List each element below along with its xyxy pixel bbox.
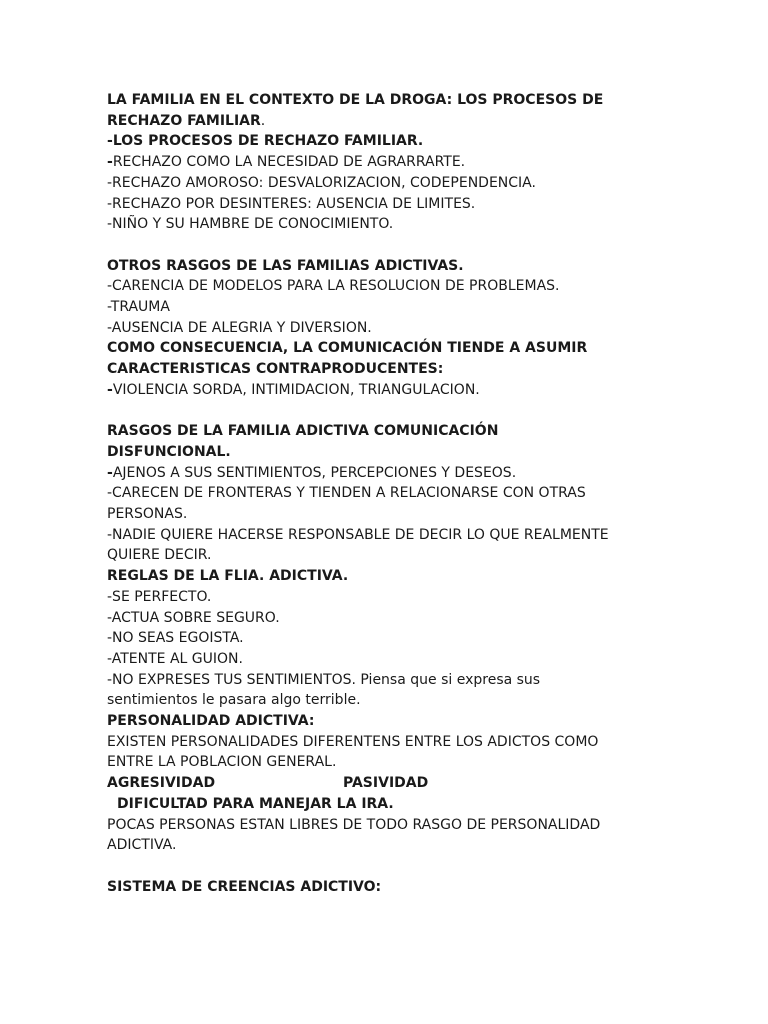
list-item: -NADIE QUIERE HACERSE RESPONSABLE DE DECIR LO QUE REALMENTE bbox=[107, 526, 609, 543]
document-page bbox=[107, 90, 667, 897]
section-otros-rasgos bbox=[107, 256, 667, 401]
list-item: -CARENCIA DE MODELOS PARA LA RESOLUCION DE PROBLEMAS. bbox=[107, 278, 560, 295]
trait-agresividad: AGRESIVIDAD bbox=[107, 775, 216, 792]
list-item-text: RECHAZO COMO LA NECESIDAD DE AGRARRARTE. bbox=[112, 154, 466, 171]
list-item: -CARECEN DE FRONTERAS Y TIENDEN A RELACIONARSE CON OTRAS bbox=[107, 485, 586, 502]
list-item: -ATENTE AL GUION. bbox=[107, 650, 243, 667]
list-item: -RECHAZO COMO LA NECESIDAD DE AGRARRARTE. bbox=[107, 154, 466, 171]
paragraph-continued: ADICTIVA. bbox=[107, 837, 177, 854]
section-rechazo-familiar bbox=[107, 90, 667, 235]
list-item: -NO SEAS EGOISTA. bbox=[107, 630, 244, 647]
traits-row bbox=[107, 773, 667, 794]
trait-pasividad: PASIVIDAD bbox=[343, 775, 429, 792]
list-item: -VIOLENCIA SORDA, INTIMIDACION, TRIANGULACION. bbox=[107, 381, 480, 398]
document-title-period: . bbox=[260, 112, 266, 129]
section-personalidad-adictiva bbox=[107, 711, 667, 856]
heading-comunicacion-disfuncional: RASGOS DE LA FAMILIA ADICTIVA COMUNICACIÓN bbox=[107, 423, 499, 440]
heading-consecuencia: COMO CONSECUENCIA, LA COMUNICACIÓN TIENDE A ASUMIR bbox=[107, 340, 588, 357]
list-item-continued: PERSONAS. bbox=[107, 506, 188, 523]
section-comunicacion-disfuncional bbox=[107, 421, 667, 566]
section-reglas bbox=[107, 566, 667, 711]
blank-line bbox=[107, 235, 667, 256]
list-item: -NO EXPRESES TUS SENTIMIENTOS. Piensa que si expresa sus bbox=[107, 671, 541, 688]
list-item: -TRAUMA bbox=[107, 299, 170, 316]
paragraph-continued: ENTRE LA POBLACION GENERAL. bbox=[107, 754, 337, 771]
list-item-text: VIOLENCIA SORDA, INTIMIDACION, TRIANGULACION. bbox=[112, 381, 480, 398]
document-title-continued bbox=[107, 111, 667, 132]
heading-personalidad-adictiva: PERSONALIDAD ADICTIVA: bbox=[107, 713, 315, 730]
section-sistema-creencias bbox=[107, 877, 667, 898]
list-item: -AUSENCIA DE ALEGRIA Y DIVERSION. bbox=[107, 319, 372, 336]
blank-line bbox=[107, 856, 667, 877]
heading-rechazo-familiar: -LOS PROCESOS DE RECHAZO FAMILIAR. bbox=[107, 133, 424, 150]
list-item-continued: QUIERE DECIR. bbox=[107, 547, 212, 564]
heading-consecuencia-continued: CARACTERISTICAS CONTRAPRODUCENTES: bbox=[107, 361, 444, 378]
paragraph: EXISTEN PERSONALIDADES DIFERENTENS ENTRE LOS ADICTOS COMO bbox=[107, 733, 599, 750]
list-item: -AJENOS A SUS SENTIMIENTOS, PERCEPCIONES Y DESEOS. bbox=[107, 464, 517, 481]
blank-line bbox=[107, 401, 667, 422]
trait-dificultad-ira: DIFICULTAD PARA MANEJAR LA IRA. bbox=[117, 795, 394, 812]
heading-comunicacion-disfuncional-continued: DISFUNCIONAL. bbox=[107, 443, 231, 460]
heading-reglas: REGLAS DE LA FLIA. ADICTIVA. bbox=[107, 568, 349, 585]
list-item: -SE PERFECTO. bbox=[107, 588, 212, 605]
list-item: -NIÑO Y SU HAMBRE DE CONOCIMIENTO. bbox=[107, 216, 394, 233]
heading-rechazo-familiar-text: LOS PROCESOS DE RECHAZO FAMILIAR. bbox=[112, 133, 424, 150]
list-item: -ACTUA SOBRE SEGURO. bbox=[107, 609, 280, 626]
heading-otros-rasgos: OTROS RASGOS DE LAS FAMILIAS ADICTIVAS. bbox=[107, 257, 464, 274]
list-item: -RECHAZO AMOROSO: DESVALORIZACION, CODEPENDENCIA. bbox=[107, 174, 536, 191]
document-title-line2: RECHAZO FAMILIAR bbox=[107, 112, 261, 129]
list-item-continued: sentimientos le pasara algo terrible. bbox=[107, 692, 361, 709]
list-item: -RECHAZO POR DESINTERES: AUSENCIA DE LIMITES. bbox=[107, 195, 476, 212]
paragraph: POCAS PERSONAS ESTAN LIBRES DE TODO RASGO DE PERSONALIDAD bbox=[107, 816, 601, 833]
heading-sistema-creencias: SISTEMA DE CREENCIAS ADICTIVO: bbox=[107, 878, 382, 895]
list-item-text: AJENOS A SUS SENTIMIENTOS, PERCEPCIONES Y DESEOS. bbox=[112, 464, 517, 481]
document-title: LA FAMILIA EN EL CONTEXTO DE LA DROGA: LOS PROCESOS DE bbox=[107, 92, 604, 108]
